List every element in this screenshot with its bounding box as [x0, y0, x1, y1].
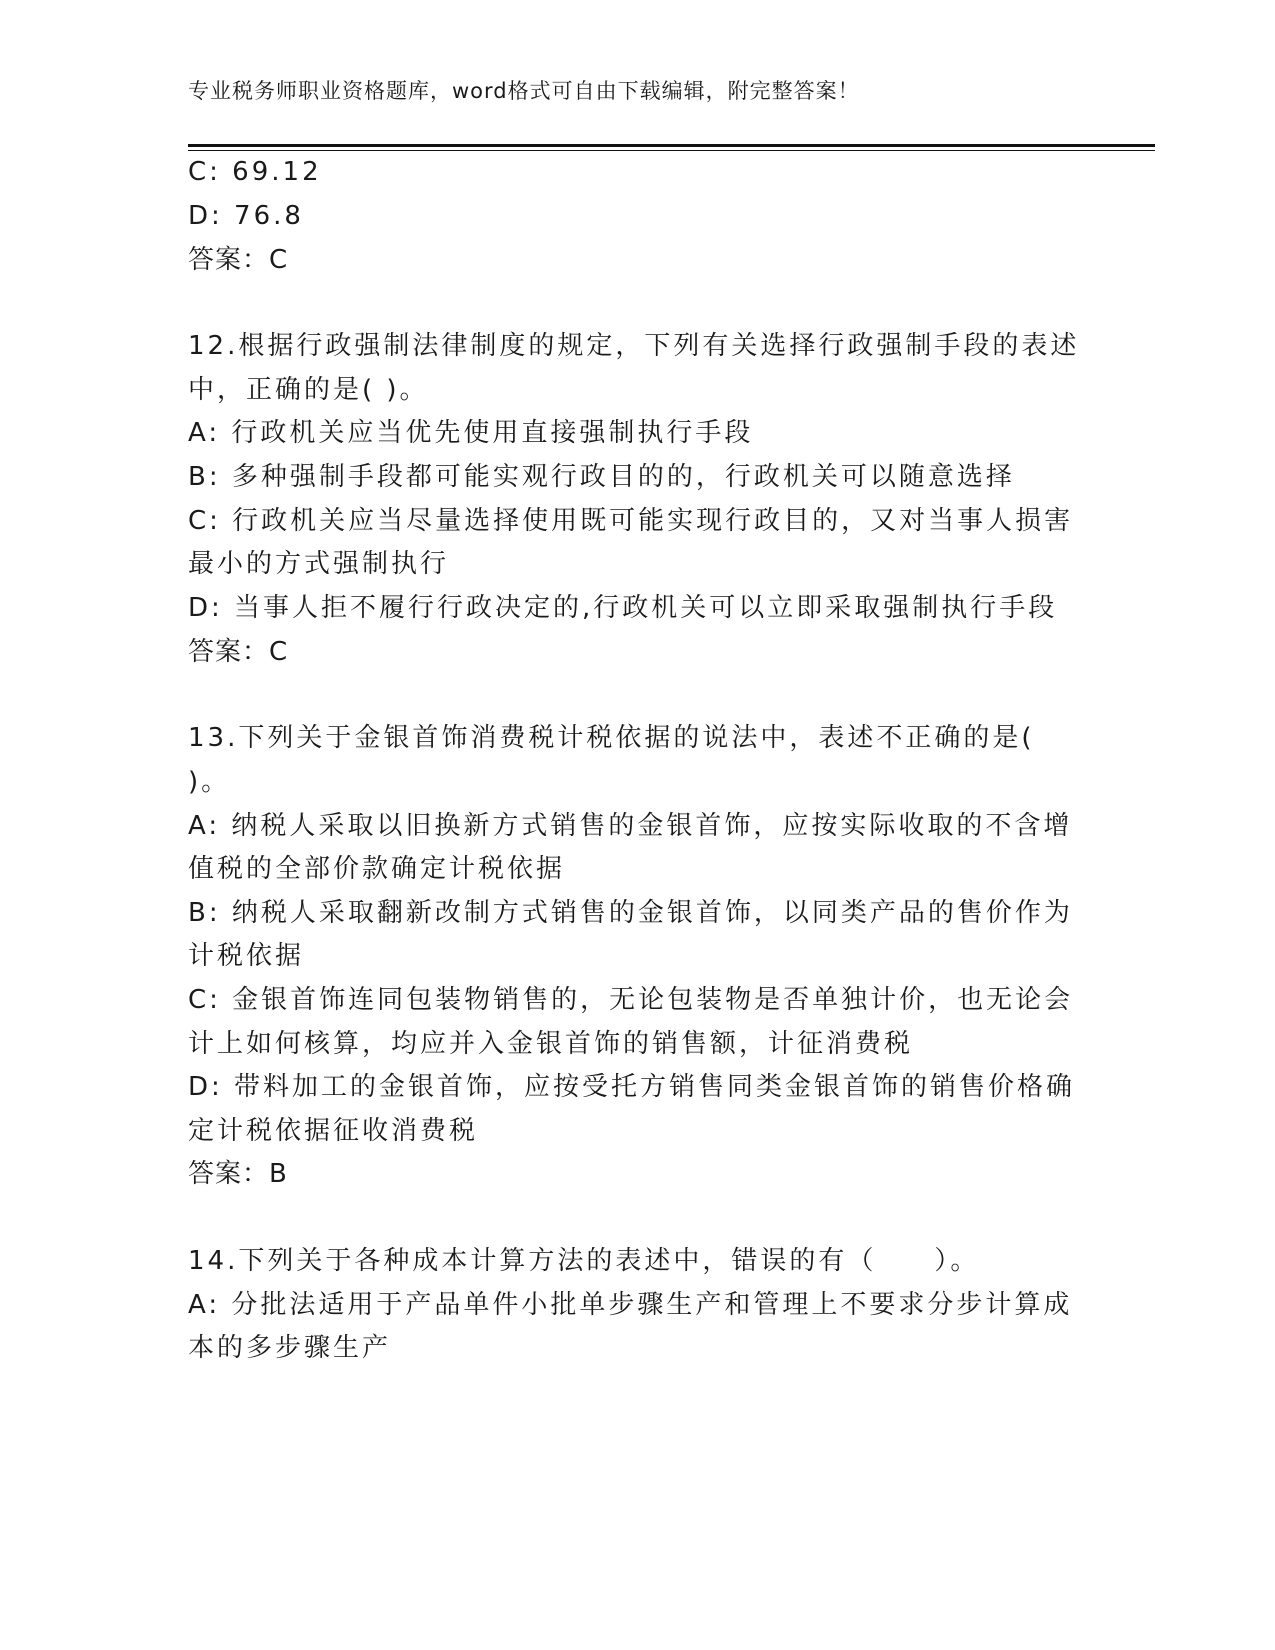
q13-option-b-line1: B: 纳税人采取翻新改制方式销售的金银首饰，以同类产品的售价作为	[188, 898, 1073, 928]
q11-option-d: D: 76.8	[188, 201, 304, 231]
q13-option-a-line1: A: 纳税人采取以旧换新方式销售的金银首饰，应按实际收取的不含增	[188, 811, 1073, 841]
q12-option-c-line1: C: 行政机关应当尽量选择使用既可能实现行政目的，又对当事人损害	[188, 506, 1074, 536]
q12-option-d: D: 当事人拒不履行行政决定的,行政机关可以立即采取强制执行手段	[188, 593, 1058, 623]
q12-option-a: A: 行政机关应当优先使用直接强制执行手段	[188, 418, 754, 448]
q12-option-c-line2: 最小的方式强制执行	[188, 549, 450, 579]
q12-stem-line1: 12.根据行政强制法律制度的规定，下列有关选择行政强制手段的表述	[188, 331, 1080, 361]
q13-answer: 答案：B	[188, 1159, 288, 1189]
q13-option-a-line2: 值税的全部价款确定计税依据	[188, 854, 566, 884]
q13-option-d-line2: 定计税依据征收消费税	[188, 1116, 479, 1146]
q11-option-c: C: 69.12	[188, 157, 322, 187]
q13-option-c-line1: C: 金银首饰连同包装物销售的，无论包装物是否单独计价，也无论会	[188, 985, 1074, 1015]
q11-answer: 答案：C	[188, 245, 289, 275]
q12-answer: 答案：C	[188, 637, 289, 667]
q12-option-b: B: 多种强制手段都可能实观行政目的的，行政机关可以随意选择	[188, 462, 1015, 492]
q13-option-c-line2: 计上如何核算，均应并入金银首饰的销售额，计征消费税	[188, 1029, 914, 1059]
header-divider-thick	[188, 144, 1155, 147]
q14-option-a-line1: A: 分批法适用于产品单件小批单步骤生产和管理上不要求分步计算成	[188, 1290, 1073, 1320]
q13-stem-line1: 13.下列关于金银首饰消费税计税依据的说法中，表述不正确的是(	[188, 723, 1035, 753]
header-divider-thin	[188, 150, 1155, 151]
q14-option-a-line2: 本的多步骤生产	[188, 1333, 392, 1363]
q13-stem-line2: )。	[188, 767, 231, 797]
q13-option-b-line2: 计税依据	[188, 941, 305, 971]
q12-stem-line2: 中，正确的是( )。	[188, 375, 429, 405]
q13-option-d-line1: D: 带料加工的金银首饰，应按受托方销售同类金银首饰的销售价格确	[188, 1072, 1076, 1102]
page-header-text: 专业税务师职业资格题库，word格式可自由下载编辑，附完整答案！	[188, 79, 860, 103]
q14-stem-line1: 14.下列关于各种成本计算方法的表述中，错误的有（ ）。	[188, 1246, 980, 1276]
